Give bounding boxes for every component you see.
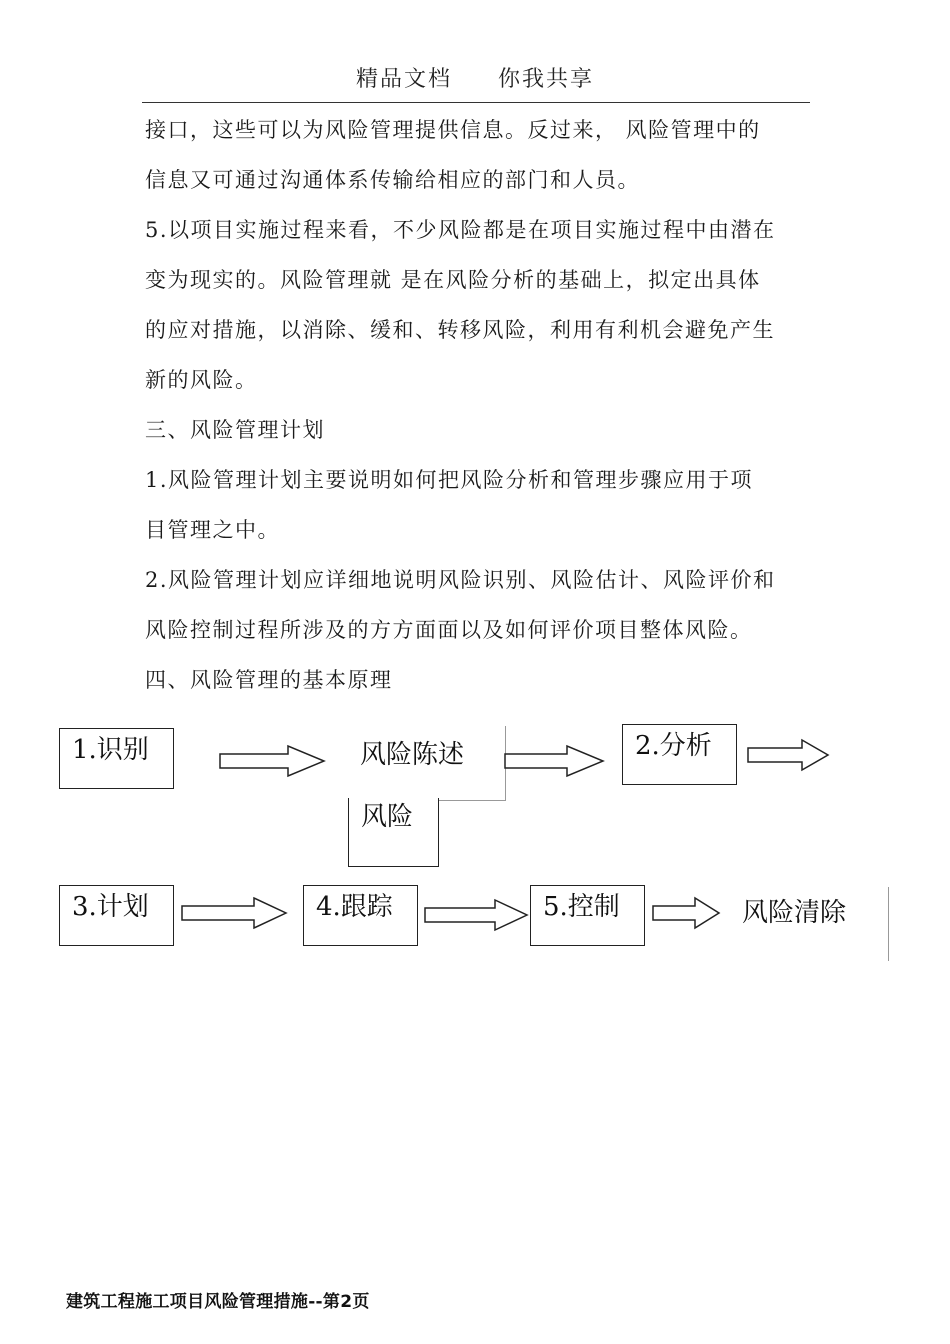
paragraph-line-3: 5.以项目实施过程来看，不少风险都是在项目实施过程中由潜在 (145, 218, 776, 242)
header-left-text: 精品文档 (355, 67, 452, 92)
plan-label: 3.计划 (72, 892, 149, 922)
plan-box (59, 885, 174, 946)
track-label: 4.跟踪 (316, 892, 393, 922)
identify-label: 1.识别 (72, 735, 149, 765)
section-heading-3: 三、风险管理计划 (145, 418, 325, 442)
header-divider (142, 102, 810, 103)
page-header (0, 62, 950, 93)
analyze-label: 2.分析 (635, 731, 712, 761)
arrow-right-icon (503, 744, 607, 778)
arrow-right-icon (180, 896, 290, 930)
paragraph-line-1: 接口，这些可以为风险管理提供信息。反过来， 风险管理中的 (145, 118, 761, 142)
control-box (530, 885, 645, 946)
paragraph-line-9: 2.风险管理计划应详细地说明风险识别、风险估计、风险评价和 (145, 568, 776, 592)
identify-box (59, 728, 174, 789)
track-box (303, 885, 418, 946)
paragraph-line-2: 信息又可通过沟通体系传输给相应的部门和人员。 (145, 168, 640, 192)
paragraph-line-7: 1.风险管理计划主要说明如何把风险分析和管理步骤应用于项 (145, 468, 754, 492)
arrow-right-icon (651, 896, 723, 930)
paragraph-line-10: 风险控制过程所涉及的方方面面以及如何评价项目整体风险。 (145, 618, 753, 642)
paragraph-line-5: 的应对措施，以消除、缓和、转移风险，利用有利机会避免产生 (145, 318, 775, 342)
page-footer: 建筑工程施工项目风险管理措施--第2页 (66, 1292, 370, 1312)
arrow-right-icon (746, 738, 832, 772)
paragraph-line-8: 目管理之中。 (145, 518, 280, 542)
paragraph-line-4: 变为现实的。风险管理就 是在风险分析的基础上，拟定出具体 (145, 268, 761, 292)
risk-statement-label: 风险陈述 (360, 740, 465, 770)
risk-clear-label: 风险清除 (742, 898, 847, 928)
risk-box (348, 798, 439, 867)
analyze-box (622, 724, 737, 785)
section-heading-4: 四、风险管理的基本原理 (145, 668, 393, 692)
edge-line-vertical (888, 887, 889, 961)
header-right-text: 你我共享 (498, 67, 595, 92)
arrow-right-icon (423, 898, 531, 932)
connector-line-horizontal (438, 800, 506, 801)
control-label: 5.控制 (543, 892, 620, 922)
risk-label: 风险 (361, 802, 414, 832)
paragraph-line-6: 新的风险。 (145, 368, 258, 392)
arrow-right-icon (218, 744, 328, 778)
